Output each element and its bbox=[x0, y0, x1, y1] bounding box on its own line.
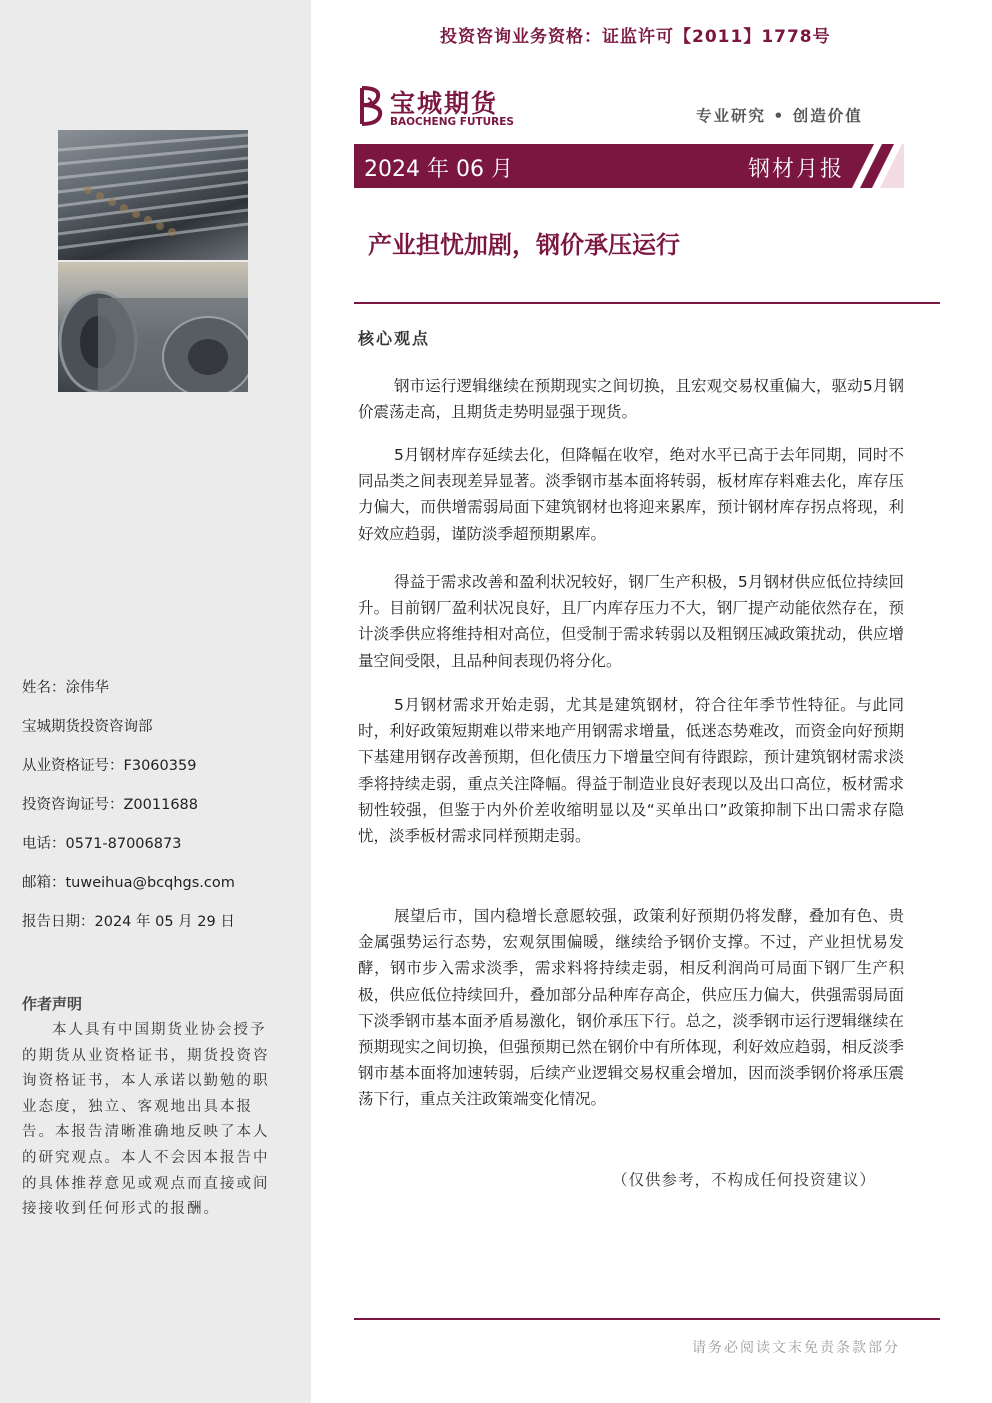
qualification-number: 从业资格证号：F3060359 bbox=[22, 758, 197, 774]
steel-rebar-photo bbox=[58, 130, 248, 260]
phone: 电话：0571-87006873 bbox=[22, 836, 182, 852]
logo-icon bbox=[356, 84, 386, 128]
email: 邮箱：tuweihua@bcqhgs.com bbox=[22, 875, 235, 891]
steel-coil-photo bbox=[58, 262, 248, 392]
company-logo bbox=[356, 84, 521, 132]
license-line: 投资咨询业务资格：证监许可【2011】1778号 bbox=[440, 27, 831, 47]
core-paragraph: 5月钢材需求开始走弱，尤其是建筑钢材，符合往年季节性特征。与此同时，利好政策短期难以带来地产用钢需求增量，低迷态势难改，而资金向好预期下基建用钢存改善预期，但化债压力下增量空间有待跟踪，预计建筑钢材需求淡季将持续走弱，重点关注降幅。得益于制造业良好表现以及出口高位，板材需求韧性较强，但鉴于内外价差收缩明显以及“买单出口”政策抑制下出口需求存隐忧，淡季板材需求同样预期走弱。 bbox=[358, 696, 904, 846]
logo-name-en: BAOCHENG FUTURES bbox=[390, 116, 514, 128]
divider-top bbox=[354, 302, 940, 304]
author-name: 姓名：涂伟华 bbox=[22, 680, 109, 696]
report-type: 钢材月报 bbox=[748, 157, 845, 182]
advisory-number: 投资咨询证号：Z0011688 bbox=[22, 797, 199, 813]
footer-notice: 请务必阅读文末免责条款部分 bbox=[692, 1340, 900, 1356]
disclaimer-note: （仅供参考，不构成任何投资建议） bbox=[612, 1171, 877, 1189]
author-department: 宝城期货投资咨询部 bbox=[22, 719, 153, 735]
core-paragraph: 5月钢材库存延续去化，但降幅在收窄，绝对水平已高于去年同期，同时不同品类之间表现差异显著。淡季钢市基本面将转弱，板材库存料难去化，库存压力偏大，而供增需弱局面下建筑钢材也将迎来累库，预计钢材库存拐点将现，利好效应趋弱，谨防淡季超预期累库。 bbox=[358, 446, 904, 543]
core-paragraph: 得益于需求改善和盈利状况较好，钢厂生产积极，5月钢材供应低位持续回升。目前钢厂盈利状况良好，且厂内库存压力不大，钢厂提产动能依然存在，预计淡季供应将维持相对高位，但受制于需求转弱以及粗钢压减政策扰动，供应增量空间受限，且品种间表现仍将分化。 bbox=[358, 573, 904, 670]
core-paragraph: 展望后市，国内稳增长意愿较强，政策利好预期仍将发酵，叠加有色、贵金属强势运行态势，宏观氛围偏暖，继续给予钢价支撑。不过，产业担忧易发酵，钢市步入需求淡季，需求料将持续走弱，相反利润尚可局面下钢厂生产积极，供应低位持续回升，叠加部分品种库存高企，供应压力偏大，供强需弱局面下淡季钢市基本面矛盾易激化，钢价承压下行。总之，淡季钢市运行逻辑继续在预期现实之间切换，但强预期已然在钢价中有所体现，利好效应趋弱，相反淡季钢市基本面将加速转弱，后续产业逻辑交易权重会增加，因而淡季钢价将承压震荡下行，重点关注政策端变化情况。 bbox=[358, 907, 904, 1109]
sidebar bbox=[0, 0, 311, 1403]
declaration-text: 本人具有中国期货业协会授予的期货从业资格证书，期货投资咨询资格证书，本人承诺以勤勉的职业态度，独立、客观地出具本报告。本报告清晰准确地反映了本人的研究观点。本人不会因本报告中的具体推荐意见或观点而直接或间接接收到任何形式的报酬。 bbox=[22, 1022, 270, 1218]
report-date: 报告日期：2024 年 05 月 29 日 bbox=[22, 914, 235, 930]
logo-name-cn: 宝城期货 bbox=[390, 89, 499, 118]
slogan: 专业研究 • 创造价值 bbox=[696, 107, 863, 125]
declaration-title: 作者声明 bbox=[22, 995, 83, 1013]
report-headline: 产业担忧加剧，钢价承压运行 bbox=[368, 231, 680, 259]
divider-bottom bbox=[354, 1318, 940, 1320]
report-date-banner: 2024 年 06 月 bbox=[364, 157, 513, 182]
core-paragraph: 钢市运行逻辑继续在预期现实之间切换，且宏观交易权重偏大，驱动5月钢价震荡走高，且期货走势明显强于现货。 bbox=[358, 377, 904, 422]
core-view-title: 核心观点 bbox=[358, 329, 431, 348]
